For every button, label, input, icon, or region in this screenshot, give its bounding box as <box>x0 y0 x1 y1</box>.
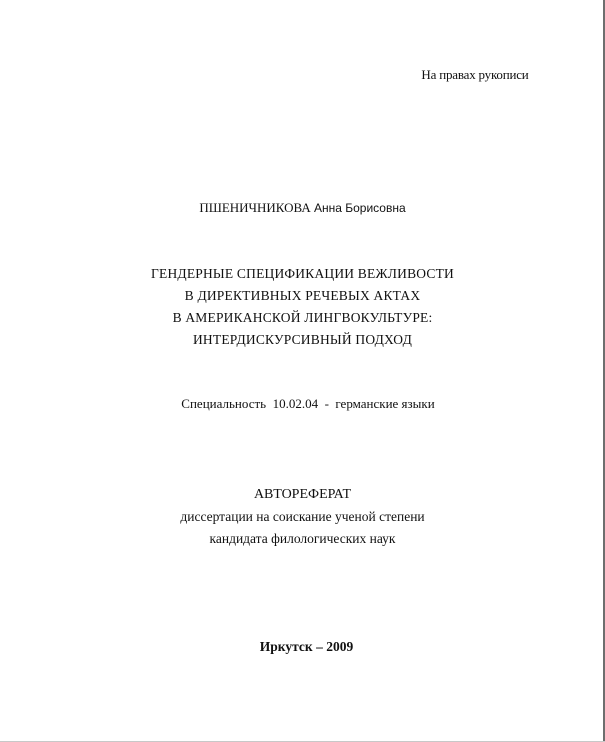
abstract-block <box>0 484 605 550</box>
author-name <box>0 200 605 216</box>
specialty-line: Специальность 10.02.04 - германские языки <box>181 396 435 411</box>
title-line: ИНТЕРДИСКУРСИВНЫЙ ПОДХОД <box>192 332 412 347</box>
title-line: ГЕНДЕРНЫЕ СПЕЦИФИКАЦИИ ВЕЖЛИВОСТИ <box>151 266 454 281</box>
abstract-description-line: диссертации на соискание ученой степени <box>180 509 425 524</box>
dissertation-title <box>0 263 605 351</box>
author-surname: ПШЕНИЧНИКОВА <box>199 200 311 215</box>
title-line: В ДИРЕКТИВНЫХ РЕЧЕВЫХ АКТАХ <box>184 288 421 303</box>
author-given-names: Анна Борисовна <box>313 201 406 215</box>
abstract-degree-line: кандидата филологических наук <box>209 531 396 546</box>
title-line: В АМЕРИКАНСКОЙ ЛИНГВОКУЛЬТУРЕ: <box>172 310 433 325</box>
rights-notice: На правах рукописи <box>421 67 529 82</box>
abstract-heading: АВТОРЕФЕРАТ <box>253 487 352 502</box>
place-and-year: Иркутск – 2009 <box>259 639 354 654</box>
